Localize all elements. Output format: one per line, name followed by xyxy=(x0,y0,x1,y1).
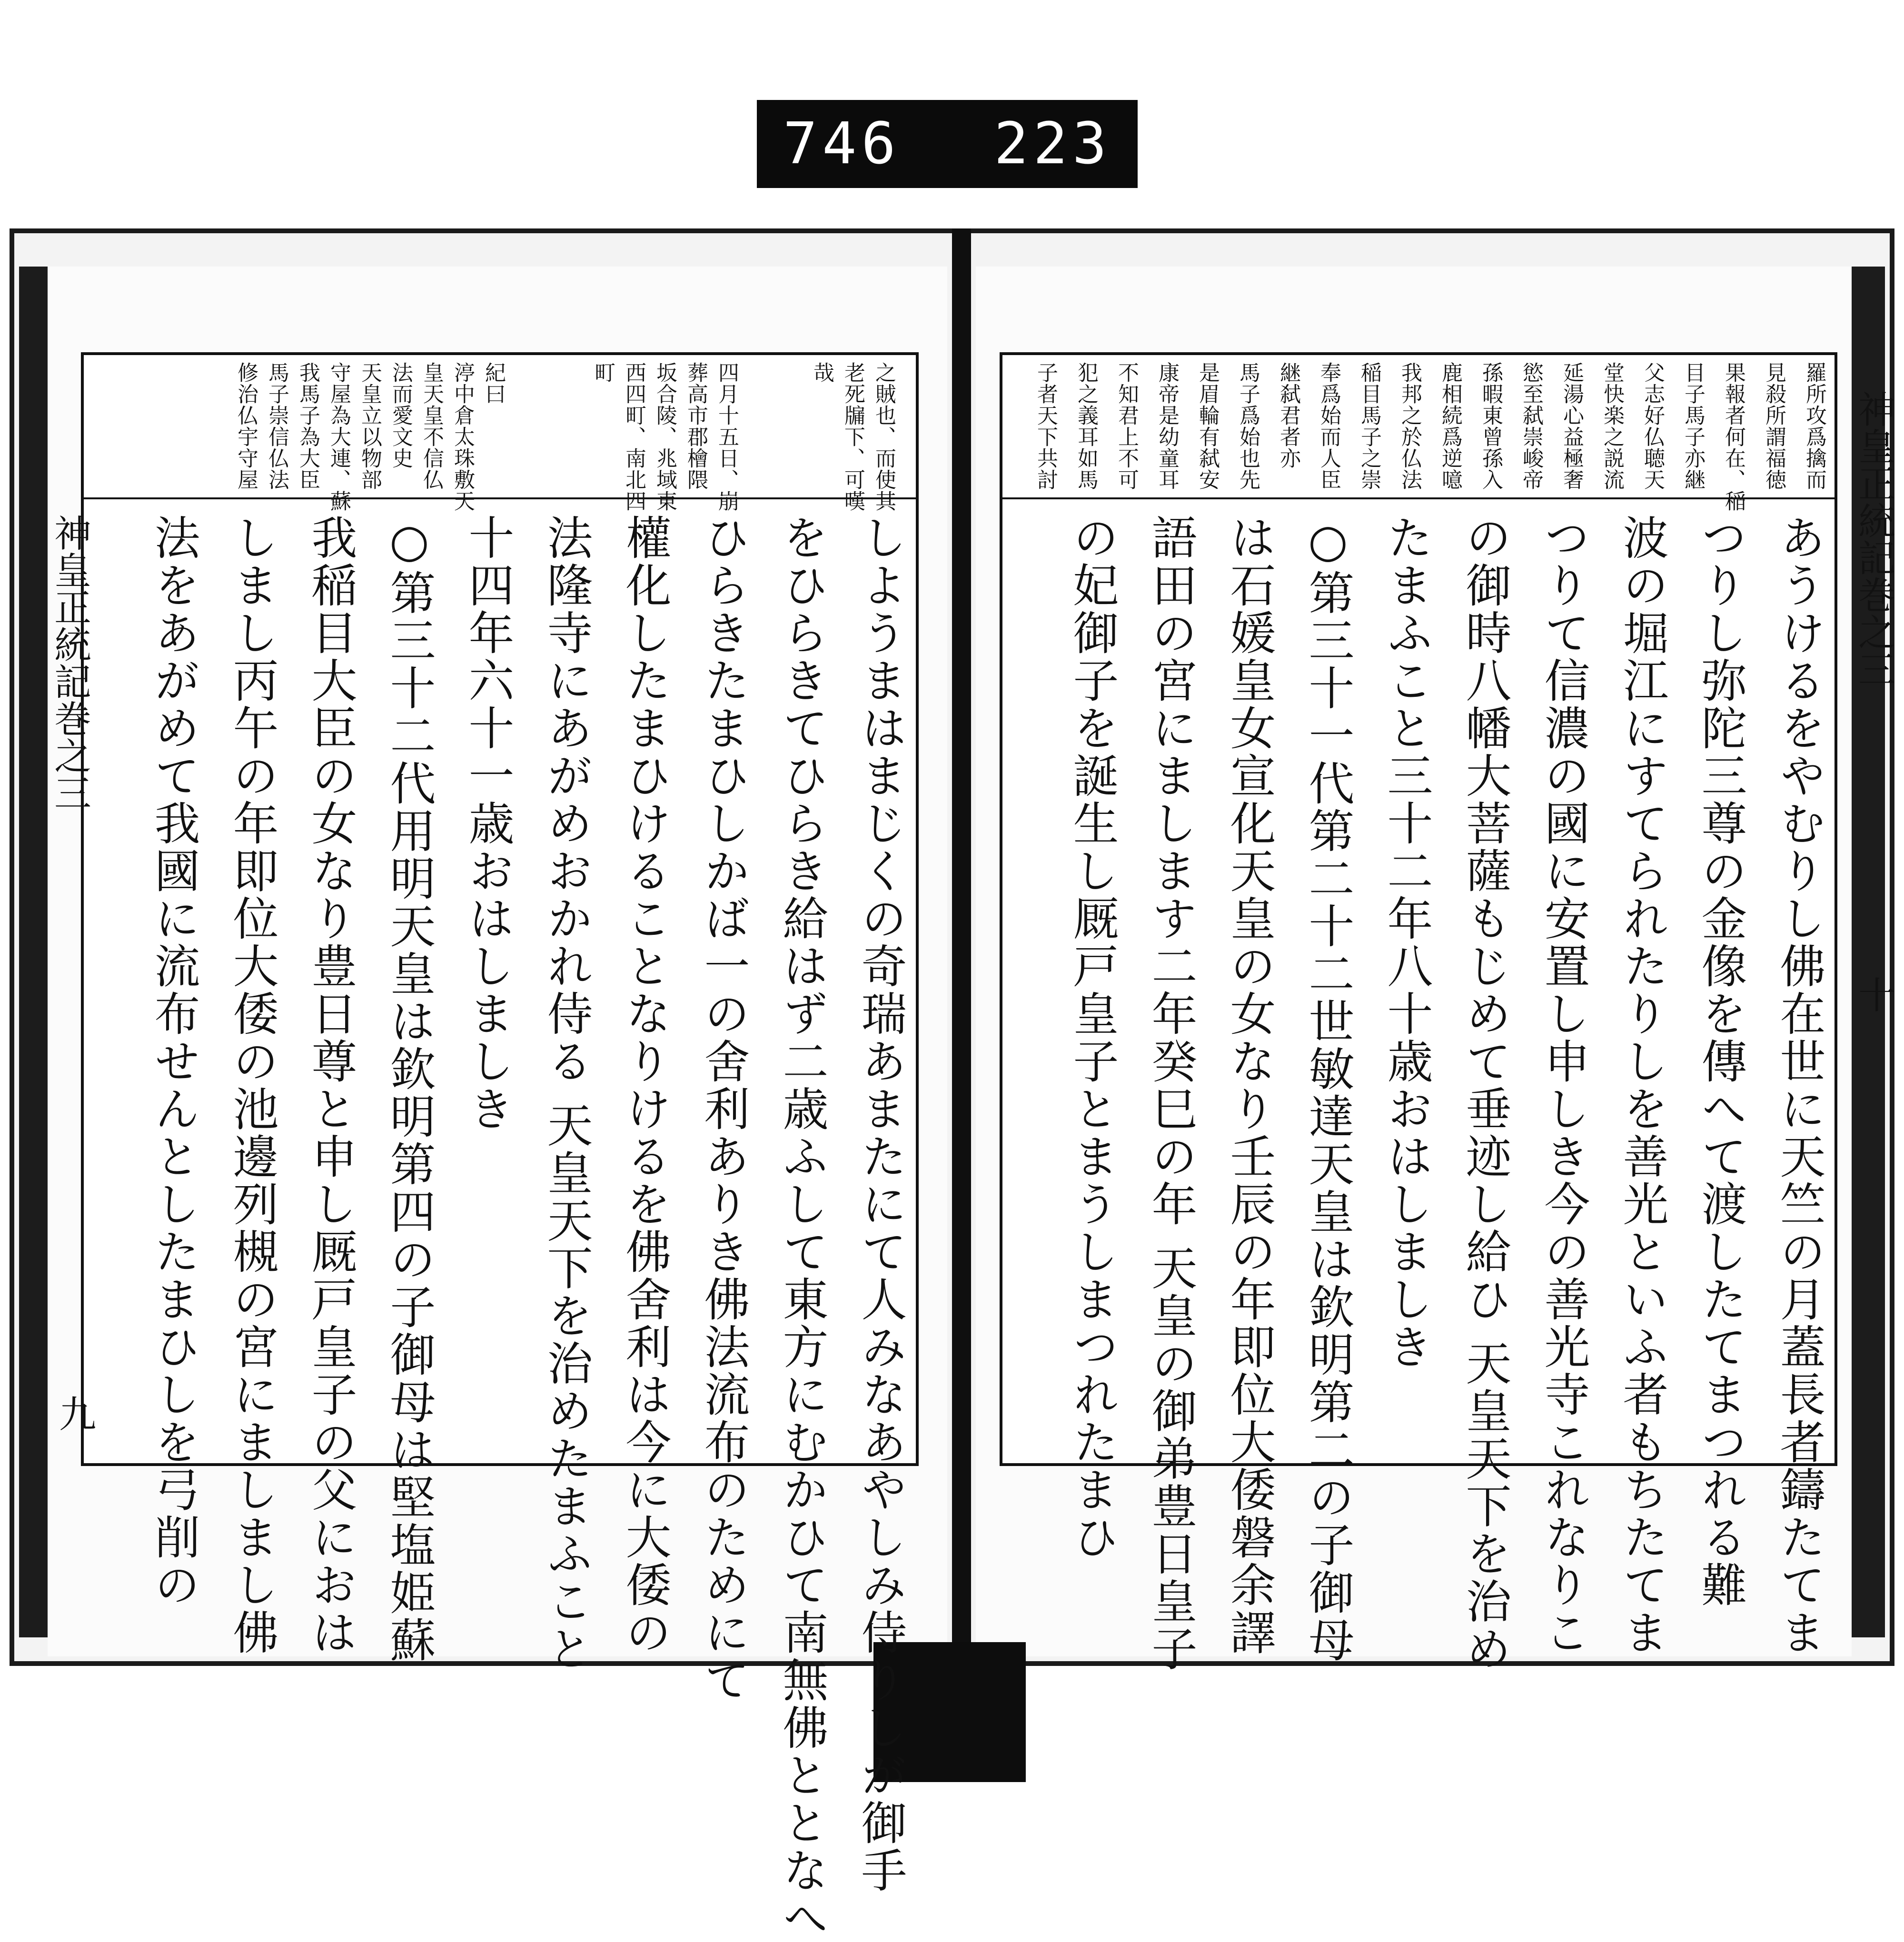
archive-number-right: 223 xyxy=(994,111,1111,177)
note-column: 子者天下共討 xyxy=(1033,362,1058,490)
note-column: 我馬子為大臣 xyxy=(296,362,320,490)
note-column: 西四町、南北四 xyxy=(622,362,646,512)
text-column: 權化したまひけることなりけるを佛舍利は今に大倭の xyxy=(618,514,672,1656)
right-margin-title: 神皇正統記巻之三 xyxy=(1852,390,1895,687)
text-column: は石媛皇女宣化天皇の女なり壬辰の年即位大倭磐余譯 xyxy=(1223,514,1276,1656)
text-column: の御時八幡大菩薩もじめて垂迹し給ひ 天皇天下を治め xyxy=(1458,514,1512,1673)
text-column: しまし丙午の年即位大倭の池邊列槻の宮にましまし佛 xyxy=(226,514,279,1656)
note-column: 町 xyxy=(591,362,615,383)
note-column: 之賊也、而使其 xyxy=(872,362,896,512)
note-column: 法而愛文史 xyxy=(388,362,413,469)
text-column: 十四年六十一歳おはしましき xyxy=(461,514,515,1133)
note-column: 是眉輪有弑安 xyxy=(1195,362,1220,490)
note-column: 紀曰 xyxy=(481,362,506,405)
note-column: 哉 xyxy=(810,362,834,383)
note-column: 馬子崇信仏法 xyxy=(265,362,289,490)
text-column: つりし弥陀三尊の金像を傳へて渡したてまつれる難 xyxy=(1694,514,1747,1609)
book-gutter xyxy=(952,228,971,1752)
note-column: 継弑君者亦 xyxy=(1276,362,1300,469)
note-column: 葬高市郡檜隈 xyxy=(684,362,708,490)
note-column: 守屋為大連、蘇 xyxy=(327,362,351,512)
note-column: 天皇立以物部 xyxy=(357,362,382,490)
right-folio: 十 xyxy=(1852,976,1895,1013)
text-column: 語田の宮にまします二年癸巳の年 天皇の御弟豊日皇子 xyxy=(1144,514,1198,1673)
archive-label xyxy=(757,100,1138,188)
text-column: 我稲目大臣の女なり豊日尊と申し厩戸皇子の父におは xyxy=(304,514,357,1656)
text-column: をひらきてひらき給はず二歳ふして東方にむかひて南無佛ととなへ xyxy=(775,514,829,1942)
note-column: 犯之義耳如馬 xyxy=(1074,362,1098,490)
note-column: 奉爲始而人臣 xyxy=(1317,362,1341,490)
note-column: 父志好仏聴天 xyxy=(1640,362,1665,490)
note-column: 馬子爲始也先 xyxy=(1236,362,1260,490)
text-column: 法をあがめて我國に流布せんとしたまひしを弓削の xyxy=(147,514,200,1609)
note-column: 羅所攻爲擒而 xyxy=(1802,362,1826,490)
note-column: 老死牖下、可嘆 xyxy=(841,362,865,512)
note-column: 四月十五日、崩 xyxy=(714,362,739,512)
text-column: つりて信濃の國に安置し申しき今の善光寺これなりこ xyxy=(1537,514,1590,1656)
left-margin-title: 神皇正統記巻之三 xyxy=(48,514,91,811)
note-column: 坂合陵、兆域東 xyxy=(653,362,677,512)
note-column: 渟中倉太珠敷天 xyxy=(450,362,475,512)
right-note-divider xyxy=(1002,497,1835,499)
note-column: 修治仏宇守屋 xyxy=(234,362,258,490)
text-column: ○第三十二代用明天皇は欽明第四の子御母は堅塩姫蘇 xyxy=(383,514,436,1664)
text-column: の妃御子を誕生し厩戸皇子とまうしまつれたまひ xyxy=(1066,514,1119,1561)
note-column: 稲目馬子之崇 xyxy=(1357,362,1381,490)
left-binding xyxy=(19,267,48,1637)
text-column: 波の堀江にすてられたりしを善光といふ者もちたてま xyxy=(1616,514,1669,1656)
note-column: 鹿相続爲逆噫 xyxy=(1438,362,1462,490)
note-column: 果報者何在、稲 xyxy=(1721,362,1745,512)
text-column: たまふこと三十二年八十歳おはしましき xyxy=(1380,514,1433,1371)
archive-number-left: 746 xyxy=(783,111,901,177)
note-column: 我邦之於仏法 xyxy=(1398,362,1422,490)
text-column: ○第三十一代第二十二世敏達天皇は欽明第二の子御母 xyxy=(1301,514,1355,1664)
text-column: 法隆寺にあがめおかれ侍る 天皇天下を治めたまふこと xyxy=(540,514,593,1673)
note-column: 孫暇東曾孫入 xyxy=(1478,362,1503,490)
text-column: あうけるをやむりし佛在世に天竺の月蓋長者鑄たてま xyxy=(1773,514,1826,1656)
note-column: 見殺所謂福徳 xyxy=(1762,362,1786,490)
note-column: 延湯心益極奢 xyxy=(1559,362,1584,490)
left-folio: 九 xyxy=(53,1395,96,1432)
note-column: 目子馬子亦継 xyxy=(1681,362,1705,490)
text-column: しようまはまじくの奇瑞あまたにて人みなあやしみ侍りしが御手 xyxy=(854,514,907,1894)
note-column: 康帝是幼童耳 xyxy=(1155,362,1179,490)
note-column: 堂快楽之説流 xyxy=(1600,362,1624,490)
note-column: 不知君上不可 xyxy=(1114,362,1139,490)
note-column: 皇天皇不信仏 xyxy=(419,362,444,490)
text-column: ひらきたまひしかば一の舍利ありき佛法流布のためにて xyxy=(697,514,750,1704)
note-column: 慾至弑崇峻帝 xyxy=(1519,362,1543,490)
left-note-divider xyxy=(84,497,916,499)
